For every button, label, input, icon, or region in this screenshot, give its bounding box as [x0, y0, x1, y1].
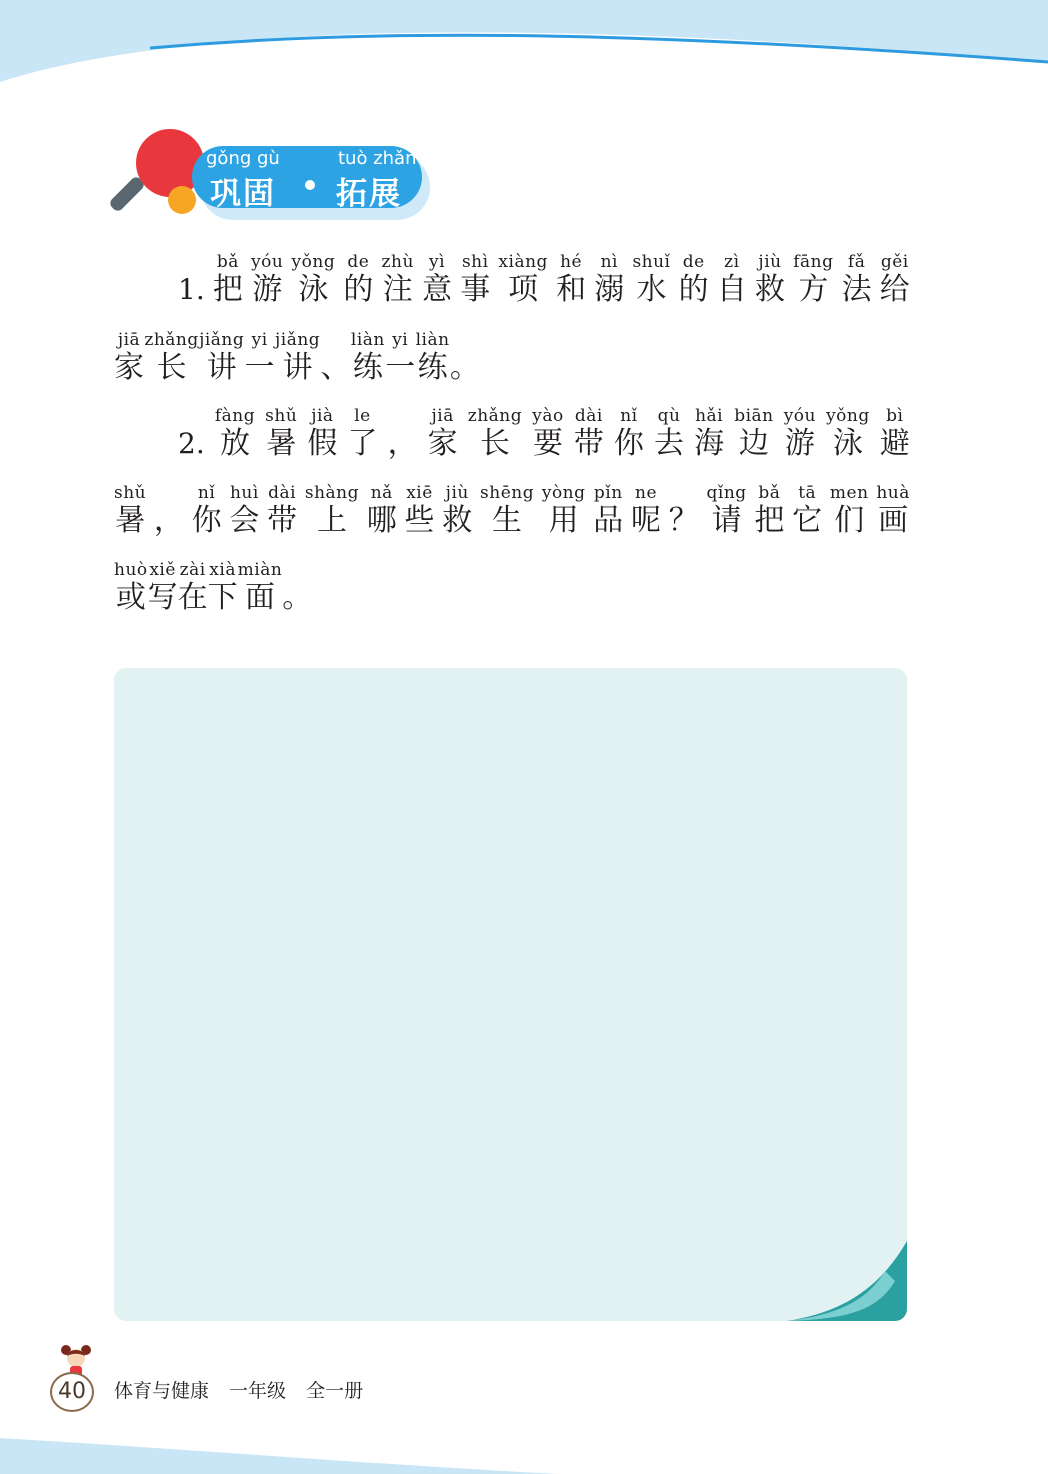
hanzi: 溺 [594, 272, 625, 307]
ruby-char [532, 406, 563, 462]
hanzi: 项 [508, 272, 539, 307]
hanzi: 会 [229, 503, 260, 538]
pinyin: biān [734, 406, 774, 426]
pinyin: zài [179, 560, 206, 580]
page-number: 40 [50, 1372, 94, 1412]
pinyin: jiù [758, 252, 782, 272]
heading-text-right: 拓展 [336, 176, 402, 212]
pinyin: qù [657, 406, 681, 426]
ruby-char [830, 483, 869, 539]
ruby-char [480, 483, 534, 539]
ruby-char [282, 560, 312, 616]
question-1-number: 1. [178, 273, 205, 306]
ruby-char [388, 406, 418, 462]
pinyin: shēng [480, 483, 535, 503]
pinyin: yi [392, 330, 409, 350]
pinyin: xiàng [498, 252, 548, 272]
pinyin: jià [311, 406, 334, 426]
hanzi: 暑 [266, 426, 297, 461]
question-1-line-1 [178, 252, 910, 308]
pinyin: jiā [117, 330, 141, 350]
hanzi: 长 [479, 426, 510, 461]
ruby-char [784, 406, 816, 462]
ruby-char [347, 406, 377, 462]
pinyin: pǐn [593, 483, 623, 503]
hanzi: 假 [307, 426, 338, 461]
pinyin: jiǎng [275, 330, 321, 350]
pinyin: yǒng [291, 252, 336, 272]
pinyin: yóu [783, 406, 816, 426]
pinyin: dài [268, 483, 297, 503]
ruby-char [876, 483, 910, 539]
hanzi: 放 [219, 426, 250, 461]
hanzi: 家 [114, 350, 144, 385]
pinyin: yào [532, 406, 564, 426]
ruby-char [793, 252, 833, 308]
pinyin: de [682, 252, 705, 272]
ruby-char [385, 330, 415, 386]
question-1-line-2 [114, 330, 480, 386]
pinyin: nǎ [370, 483, 393, 503]
pinyin: xiē [406, 483, 433, 503]
ruby-char [192, 483, 222, 539]
pinyin: yi [251, 330, 268, 350]
pinyin: le [354, 406, 371, 426]
ruby-char [632, 252, 670, 308]
pinyin: zhǎng [144, 330, 199, 350]
pinyin: yǒng [826, 406, 870, 426]
ruby-char [717, 252, 747, 308]
hanzi: 法 [841, 272, 872, 307]
pinyin: shuǐ [632, 252, 671, 272]
ruby-char [754, 483, 784, 539]
section-heading [110, 128, 440, 228]
ruby-char [792, 483, 822, 539]
pinyin: zhù [381, 252, 414, 272]
hanzi: 游 [784, 426, 815, 461]
hanzi: 海 [694, 426, 725, 461]
hanzi: 泳 [832, 426, 863, 461]
hanzi: 写 [147, 580, 178, 615]
hanzi: 些 [404, 503, 435, 538]
pinyin: gěi [880, 252, 909, 272]
ruby-char [614, 406, 644, 462]
hanzi: ？ [668, 503, 699, 538]
hanzi: 讲 [282, 350, 313, 385]
ruby-char [594, 252, 624, 308]
ruby-char [669, 483, 699, 539]
ruby-char [468, 406, 522, 462]
pinyin: bǎ [216, 252, 239, 272]
heading-pinyin-left: gǒng gù [206, 148, 280, 169]
hanzi: 游 [252, 272, 283, 307]
ruby-char [450, 330, 480, 386]
ruby-char [428, 406, 458, 462]
hanzi: 用 [548, 503, 579, 538]
hanzi: 意 [422, 272, 453, 307]
book-title: 体育与健康 一年级 全一册 [114, 1380, 364, 1402]
ruby-char [707, 483, 747, 539]
ruby-char [265, 406, 297, 462]
hanzi: 长 [156, 350, 187, 385]
pinyin: miàn [237, 560, 283, 580]
hanzi: 你 [191, 503, 222, 538]
hanzi: 事 [460, 272, 491, 307]
heading-separator-dot [305, 180, 315, 190]
hanzi: 讲 [206, 350, 237, 385]
pinyin: liàn [415, 330, 450, 350]
pinyin: jiā [431, 406, 454, 426]
hanzi: 的 [343, 272, 374, 307]
hanzi: 暑 [115, 503, 146, 538]
ruby-char [321, 330, 351, 386]
hanzi: 你 [613, 426, 644, 461]
hanzi: 下 [207, 580, 238, 615]
ruby-char [542, 483, 586, 539]
ruby-char [826, 406, 870, 462]
pinyin: shǔ [114, 483, 147, 503]
hanzi: 请 [711, 503, 742, 538]
hanzi: 自 [716, 272, 747, 307]
drawing-area[interactable] [114, 668, 907, 1321]
hanzi: 。 [282, 580, 313, 615]
ruby-char [498, 252, 548, 308]
ruby-char [574, 406, 604, 462]
ruby-char [305, 483, 359, 539]
pinyin: nì [600, 252, 618, 272]
hanzi: 给 [879, 272, 910, 307]
hanzi: 把 [754, 503, 785, 538]
ruby-char [405, 483, 435, 539]
pinyin: hǎi [695, 406, 724, 426]
hanzi: 去 [654, 426, 684, 461]
ruby-char [880, 406, 910, 462]
hanzi: 泳 [298, 272, 329, 307]
pinyin: bì [886, 406, 904, 426]
ruby-char [275, 330, 320, 386]
hanzi: 带 [267, 503, 298, 538]
hanzi: 边 [738, 426, 769, 461]
ruby-char [351, 330, 385, 386]
pinyin: jiǎng [199, 330, 245, 350]
ruby-char [215, 406, 255, 462]
ruby-char [679, 252, 709, 308]
hanzi: 了 [347, 426, 378, 461]
ruby-char [631, 483, 661, 539]
hanzi: 救 [755, 272, 786, 307]
hanzi: 家 [427, 426, 458, 461]
ruby-char [208, 560, 238, 616]
hanzi: 注 [382, 272, 413, 307]
hanzi: 水 [636, 272, 667, 307]
hanzi: 在 [177, 580, 208, 615]
ruby-char [367, 483, 397, 539]
pinyin: qǐng [706, 483, 747, 503]
pinyin: shǔ [265, 406, 298, 426]
pinyin: yì [429, 252, 446, 272]
hanzi: 的 [678, 272, 709, 307]
pinyin: men [829, 483, 869, 503]
hanzi: 面 [244, 580, 275, 615]
ruby-char [880, 252, 910, 308]
pinyin: zì [724, 252, 740, 272]
ruby-char [422, 252, 452, 308]
ruby-char [114, 560, 148, 616]
hanzi: 。 [449, 350, 480, 385]
pinyin: ne [635, 483, 658, 503]
ruby-char [154, 483, 184, 539]
hanzi: 、 [320, 350, 351, 385]
ruby-char [442, 483, 472, 539]
pinyin: xiě [149, 560, 176, 580]
hanzi: 哪 [366, 503, 397, 538]
ruby-char [556, 252, 586, 308]
hanzi: 练 [417, 350, 448, 385]
question-2-line-2 [114, 483, 910, 539]
hanzi: 品 [593, 503, 624, 538]
pinyin: yóu [251, 252, 284, 272]
hanzi: 画 [878, 503, 909, 538]
hanzi: 带 [573, 426, 604, 461]
ruby-char [245, 330, 275, 386]
pinyin: liàn [350, 330, 385, 350]
ruby-char [307, 406, 337, 462]
ruby-char [114, 483, 146, 539]
top-wave-decoration [0, 0, 1048, 110]
ruby-char [229, 483, 259, 539]
pinyin: de [347, 252, 370, 272]
hanzi: 把 [212, 272, 243, 307]
pinyin: huì [229, 483, 259, 503]
pinyin: dài [574, 406, 603, 426]
heading-text-left: 巩固 [210, 176, 276, 212]
ruby-char [654, 406, 684, 462]
ruby-char [292, 252, 336, 308]
ruby-char [842, 252, 872, 308]
pinyin: xià [209, 560, 236, 580]
page-footer [46, 1340, 446, 1420]
hanzi: 生 [492, 503, 523, 538]
hanzi: 呢 [631, 503, 662, 538]
pinyin: hé [560, 252, 583, 272]
question-2-line-1 [178, 406, 910, 462]
pinyin: bǎ [758, 483, 781, 503]
hanzi: 上 [316, 503, 347, 538]
pinyin: shàng [304, 483, 360, 503]
ruby-char [593, 483, 623, 539]
pinyin: shì [461, 252, 489, 272]
ruby-char [199, 330, 244, 386]
hanzi: 避 [879, 426, 910, 461]
hanzi: 们 [834, 503, 865, 538]
question-2-line-3 [114, 560, 313, 616]
pinyin: zhǎng [467, 406, 523, 426]
pinyin: huò [114, 560, 148, 580]
hanzi: 或 [115, 580, 146, 615]
pinyin: jiù [445, 483, 469, 503]
pinyin: fàng [214, 406, 256, 426]
hanzi: 救 [442, 503, 473, 538]
hanzi: 一 [385, 350, 416, 385]
pinyin: fāng [793, 252, 834, 272]
ruby-char [148, 560, 178, 616]
ruby-char [114, 330, 144, 386]
hanzi: 一 [244, 350, 275, 385]
page-curl-icon [777, 1241, 907, 1321]
pinyin: nǐ [620, 406, 638, 426]
pinyin: huà [876, 483, 910, 503]
ruby-char [382, 252, 414, 308]
ruby-char [343, 252, 373, 308]
bottom-wave-decoration [0, 1414, 1048, 1474]
hanzi: 和 [556, 272, 587, 307]
ruby-char [144, 330, 198, 386]
hanzi: 练 [352, 350, 383, 385]
pinyin: yòng [541, 483, 586, 503]
hanzi: 它 [792, 503, 823, 538]
hanzi: 要 [532, 426, 563, 461]
hanzi: 方 [798, 272, 829, 307]
heading-pinyin-right: tuò zhǎn [338, 148, 417, 169]
ruby-char [267, 483, 297, 539]
ruby-char [460, 252, 490, 308]
ruby-char [213, 252, 243, 308]
pinyin: fǎ [847, 252, 866, 272]
ruby-char [734, 406, 773, 462]
pinyin: tā [798, 483, 817, 503]
ruby-char [755, 252, 785, 308]
ruby-char [694, 406, 724, 462]
hanzi: ， [153, 503, 184, 538]
ruby-char [251, 252, 283, 308]
ruby-char [238, 560, 283, 616]
hanzi: ， [387, 426, 418, 461]
ruby-char [178, 560, 208, 616]
pinyin: nǐ [197, 483, 216, 503]
ruby-char [416, 330, 450, 386]
question-2-number: 2. [178, 427, 205, 460]
